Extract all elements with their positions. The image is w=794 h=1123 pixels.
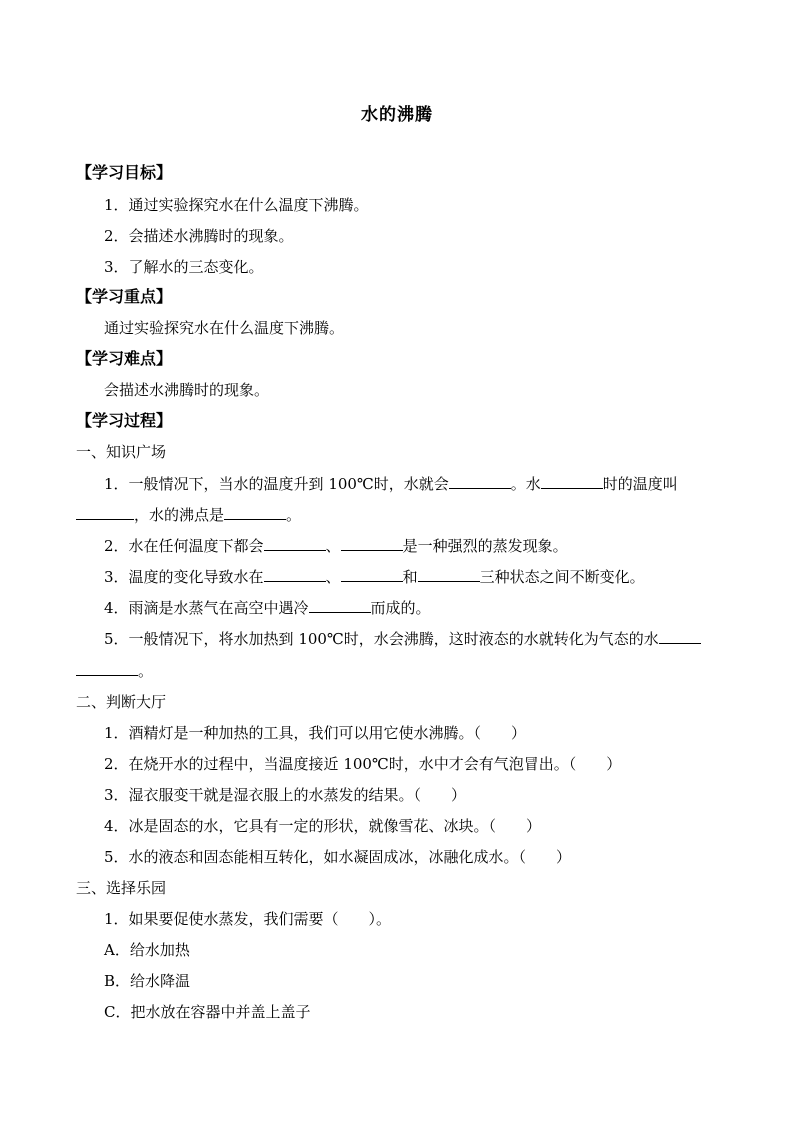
fill-question-1 xyxy=(104,474,678,494)
judge-question: 3．湿衣服变干就是湿衣服上的水蒸发的结果。（ ） xyxy=(104,786,467,804)
difficulty-text: 会描述水沸腾时的现象。 xyxy=(104,381,270,399)
answer-blank[interactable] xyxy=(449,474,511,489)
question-text: 。 xyxy=(138,662,154,680)
objectives-heading: 【学习目标】 xyxy=(76,163,173,182)
question-text: ，水的沸点是 xyxy=(134,506,225,524)
answer-blank[interactable] xyxy=(341,567,403,582)
answer-blank[interactable] xyxy=(224,505,286,520)
question-text: 三种状态之间不断变化。 xyxy=(479,568,645,586)
fill-question-5-cont xyxy=(76,661,153,681)
fill-question-4 xyxy=(104,598,431,618)
answer-blank[interactable] xyxy=(264,536,326,551)
question-text: 是一种强烈的蒸发现象。 xyxy=(402,537,568,555)
objective-item: 2．会描述水沸腾时的现象。 xyxy=(104,227,294,245)
fill-question-2 xyxy=(104,536,568,556)
judge-question: 4．冰是固态的水，它具有一定的形状，就像雪花、冰块。（ ） xyxy=(104,817,542,835)
answer-blank[interactable] xyxy=(309,598,371,613)
page-title: 水的沸腾 xyxy=(361,105,433,125)
objective-item: 1．通过实验探究水在什么温度下沸腾。 xyxy=(104,196,369,214)
question-text: 5．一般情况下，将水加热到 100℃时，水会沸腾，这时液态的水就转化为气态的水 xyxy=(104,630,659,648)
question-text: 4．雨滴是水蒸气在高空中遇冷 xyxy=(104,599,309,617)
judge-question: 5．水的液态和固态能相互转化，如水凝固成冰，冰融化成水。（ ） xyxy=(104,848,572,866)
objective-item: 3．了解水的三态变化。 xyxy=(104,258,264,276)
part3-heading: 三、选择乐园 xyxy=(76,879,167,897)
judge-question: 1．酒精灯是一种加热的工具，我们可以用它使水沸腾。（ ） xyxy=(104,724,527,742)
question-text: 。 xyxy=(286,506,302,524)
focus-text: 通过实验探究水在什么温度下沸腾。 xyxy=(104,319,345,337)
dash-line xyxy=(659,633,701,644)
focus-heading: 【学习重点】 xyxy=(76,287,173,306)
question-text: 1．一般情况下，当水的温度升到 100℃时，水就会 xyxy=(104,475,449,493)
judge-question: 2．在烧开水的过程中，当温度接近 100℃时，水中才会有气泡冒出。（ ） xyxy=(104,755,622,773)
choice-option-b: B．给水降温 xyxy=(104,972,191,990)
choice-question: 1．如果要促使水蒸发，我们需要（ ）。 xyxy=(104,910,392,928)
question-text: 、 xyxy=(325,568,341,586)
question-text: 和 xyxy=(402,568,418,586)
question-text: 而成的。 xyxy=(370,599,431,617)
question-text: 3．温度的变化导致水在 xyxy=(104,568,264,586)
answer-blank[interactable] xyxy=(418,567,480,582)
answer-blank[interactable] xyxy=(76,505,134,520)
choice-option-c: C．把水放在容器中并盖上盖子 xyxy=(104,1003,311,1021)
answer-blank[interactable] xyxy=(541,474,603,489)
answer-blank[interactable] xyxy=(264,567,326,582)
difficulty-heading: 【学习难点】 xyxy=(76,349,173,368)
fill-question-1-cont xyxy=(76,505,301,525)
answer-blank[interactable] xyxy=(76,661,138,676)
question-text: 。水 xyxy=(510,475,541,493)
process-heading: 【学习过程】 xyxy=(76,411,173,430)
question-text: 2．水在任何温度下都会 xyxy=(104,537,264,555)
fill-question-3 xyxy=(104,567,645,587)
part2-heading: 二、判断大厅 xyxy=(76,693,167,711)
choice-option-a: A．给水加热 xyxy=(104,941,190,959)
fill-question-5 xyxy=(104,629,701,649)
part1-heading: 一、知识广场 xyxy=(76,443,167,461)
question-text: 时的温度叫 xyxy=(602,475,678,493)
answer-blank[interactable] xyxy=(341,536,403,551)
question-text: 、 xyxy=(325,537,341,555)
